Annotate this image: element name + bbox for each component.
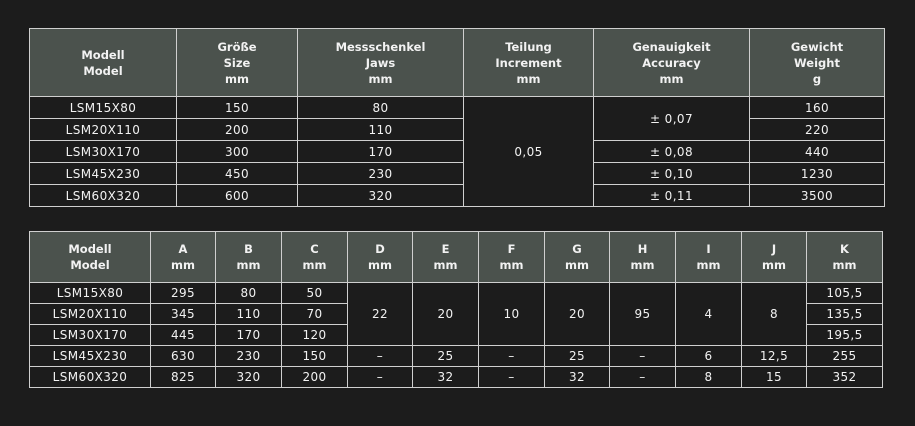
model-cell: LSM20X110 <box>30 304 151 325</box>
size-cell: 200 <box>177 119 298 141</box>
d-cell: 22 <box>348 283 413 346</box>
header-j: J mm <box>742 232 807 283</box>
weight-cell: 220 <box>750 119 885 141</box>
size-cell: 600 <box>177 185 298 207</box>
header-size: Größe Size mm <box>177 29 298 97</box>
header-a: A mm <box>151 232 216 283</box>
header-i: I mm <box>676 232 742 283</box>
c-cell: 150 <box>282 346 348 367</box>
f-cell: – <box>479 346 545 367</box>
j-cell: 15 <box>742 367 807 388</box>
size-cell: 300 <box>177 141 298 163</box>
d-cell: – <box>348 346 413 367</box>
weight-cell: 440 <box>750 141 885 163</box>
accuracy-cell: ± 0,07 <box>594 97 750 141</box>
g-cell: 25 <box>545 346 610 367</box>
jaws-cell: 110 <box>298 119 464 141</box>
size-cell: 150 <box>177 97 298 119</box>
table-row <box>30 163 885 185</box>
e-cell: 20 <box>413 283 479 346</box>
header-increment: Teilung Increment mm <box>464 29 594 97</box>
a-cell: 825 <box>151 367 216 388</box>
b-cell: 170 <box>216 325 282 346</box>
b-cell: 320 <box>216 367 282 388</box>
i-cell: 6 <box>676 346 742 367</box>
b-cell: 230 <box>216 346 282 367</box>
table-row <box>30 185 885 207</box>
header-weight: Gewicht Weight g <box>750 29 885 97</box>
c-cell: 120 <box>282 325 348 346</box>
table-header-row <box>30 232 883 283</box>
model-cell: LSM60X320 <box>30 185 177 207</box>
k-cell: 135,5 <box>807 304 883 325</box>
k-cell: 195,5 <box>807 325 883 346</box>
header-c: C mm <box>282 232 348 283</box>
f-cell: – <box>479 367 545 388</box>
table-row <box>30 283 883 304</box>
j-cell: 8 <box>742 283 807 346</box>
c-cell: 70 <box>282 304 348 325</box>
model-cell: LSM45X230 <box>30 163 177 185</box>
table-row <box>30 346 883 367</box>
model-cell: LSM30X170 <box>30 325 151 346</box>
header-k: K mm <box>807 232 883 283</box>
header-e: E mm <box>413 232 479 283</box>
d-cell: – <box>348 367 413 388</box>
b-cell: 110 <box>216 304 282 325</box>
header-jaws: Messschenkel Jaws mm <box>298 29 464 97</box>
i-cell: 8 <box>676 367 742 388</box>
a-cell: 445 <box>151 325 216 346</box>
a-cell: 345 <box>151 304 216 325</box>
k-cell: 105,5 <box>807 283 883 304</box>
increment-cell: 0,05 <box>464 97 594 207</box>
accuracy-cell: ± 0,08 <box>594 141 750 163</box>
weight-cell: 1230 <box>750 163 885 185</box>
header-g: G mm <box>545 232 610 283</box>
size-cell: 450 <box>177 163 298 185</box>
dimensions-table <box>29 231 883 388</box>
header-d: D mm <box>348 232 413 283</box>
model-cell: LSM20X110 <box>30 119 177 141</box>
b-cell: 80 <box>216 283 282 304</box>
header-model: Modell Model <box>30 29 177 97</box>
header-model: Modell Model <box>30 232 151 283</box>
model-cell: LSM60X320 <box>30 367 151 388</box>
j-cell: 12,5 <box>742 346 807 367</box>
model-cell: LSM45X230 <box>30 346 151 367</box>
table-row <box>30 141 885 163</box>
model-cell: LSM15X80 <box>30 283 151 304</box>
header-b: B mm <box>216 232 282 283</box>
jaws-cell: 320 <box>298 185 464 207</box>
accuracy-cell: ± 0,11 <box>594 185 750 207</box>
jaws-cell: 170 <box>298 141 464 163</box>
e-cell: 25 <box>413 346 479 367</box>
header-f: F mm <box>479 232 545 283</box>
h-cell: – <box>610 346 676 367</box>
table-header-row <box>30 29 885 97</box>
c-cell: 200 <box>282 367 348 388</box>
header-h: H mm <box>610 232 676 283</box>
f-cell: 10 <box>479 283 545 346</box>
a-cell: 630 <box>151 346 216 367</box>
table-row <box>30 97 885 119</box>
weight-cell: 3500 <box>750 185 885 207</box>
jaws-cell: 230 <box>298 163 464 185</box>
k-cell: 255 <box>807 346 883 367</box>
g-cell: 32 <box>545 367 610 388</box>
h-cell: – <box>610 367 676 388</box>
specifications-table <box>29 28 885 207</box>
accuracy-cell: ± 0,10 <box>594 163 750 185</box>
model-cell: LSM15X80 <box>30 97 177 119</box>
g-cell: 20 <box>545 283 610 346</box>
i-cell: 4 <box>676 283 742 346</box>
k-cell: 352 <box>807 367 883 388</box>
e-cell: 32 <box>413 367 479 388</box>
h-cell: 95 <box>610 283 676 346</box>
table-row <box>30 119 885 141</box>
c-cell: 50 <box>282 283 348 304</box>
table-row <box>30 367 883 388</box>
model-cell: LSM30X170 <box>30 141 177 163</box>
a-cell: 295 <box>151 283 216 304</box>
header-accuracy: Genauigkeit Accuracy mm <box>594 29 750 97</box>
weight-cell: 160 <box>750 97 885 119</box>
jaws-cell: 80 <box>298 97 464 119</box>
